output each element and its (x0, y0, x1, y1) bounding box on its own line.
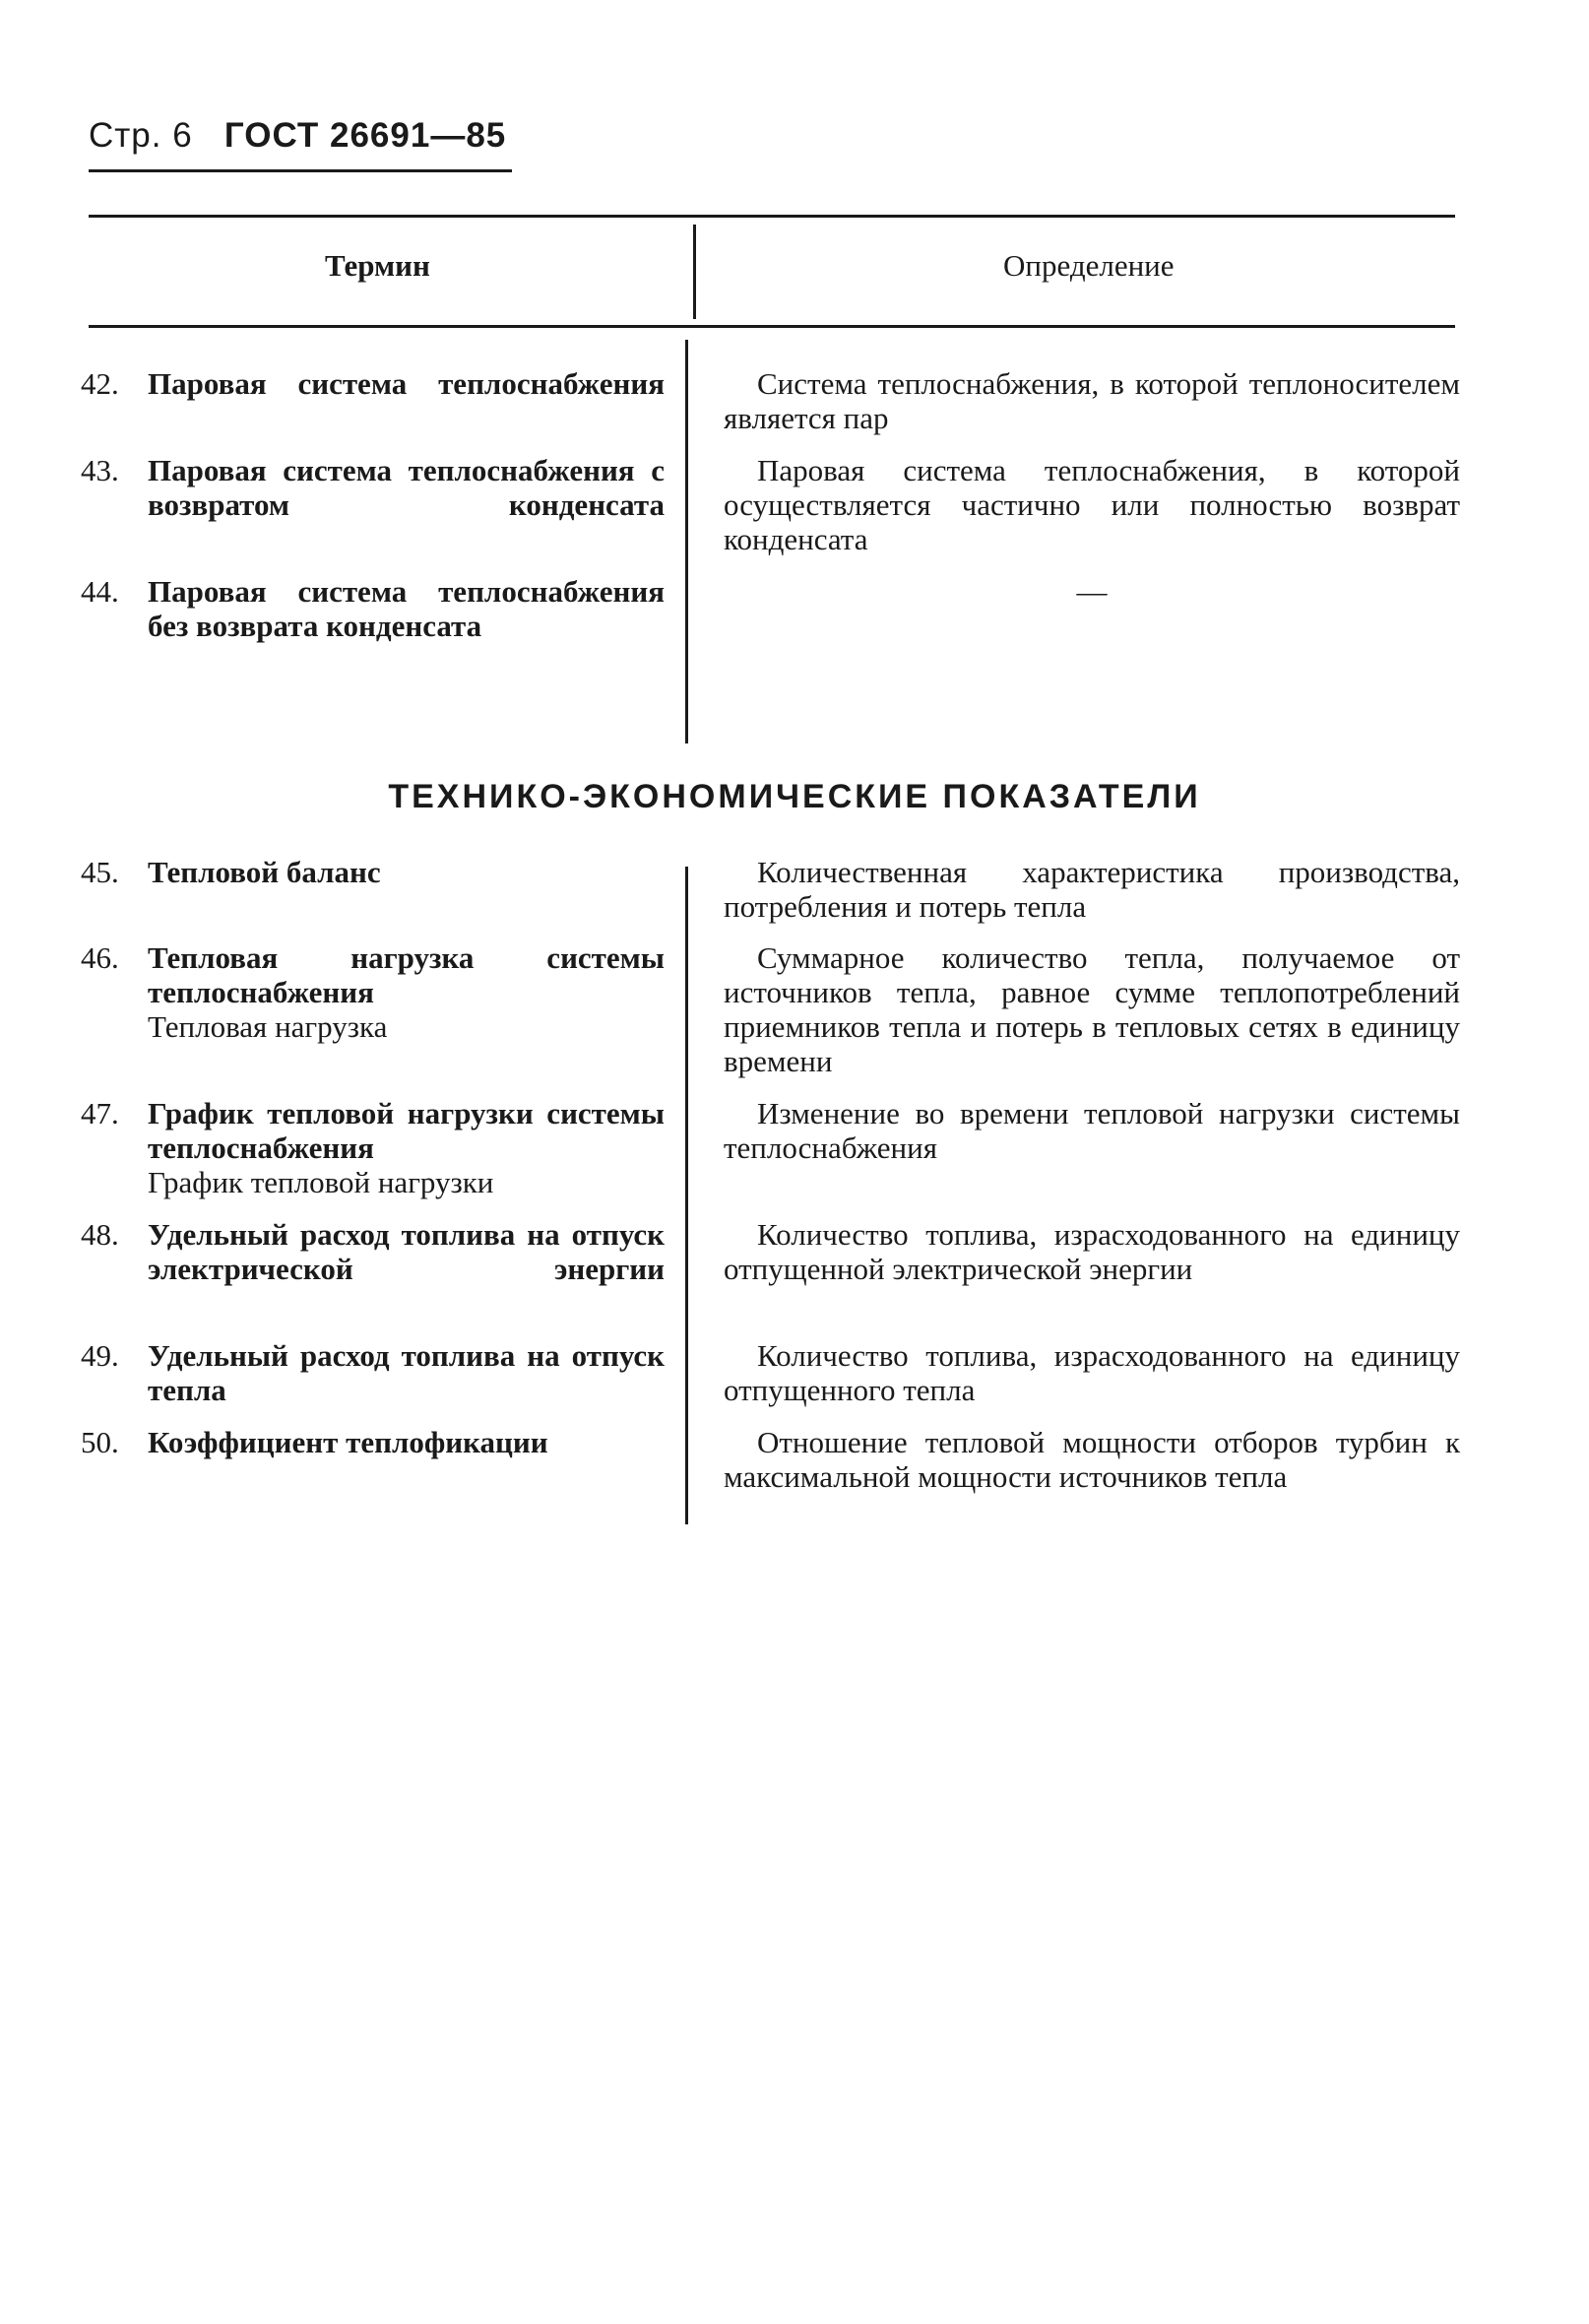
standard-code: ГОСТ 26691—85 (223, 116, 507, 155)
term: Удельный расход топлива на отпуск электрической энергии (148, 1217, 665, 1286)
term-number: 49. (81, 1338, 119, 1373)
page-header (89, 116, 506, 156)
term-synonym: График тепловой нагрузки (148, 1165, 494, 1199)
column-header-divider (693, 225, 696, 319)
table-top-rule (89, 215, 1455, 218)
definition: Паровая система теплоснабжения, в которой осуществляется частично или полностью возврат конденсата (724, 453, 1460, 556)
definition-dash: — (1076, 574, 1108, 609)
header-rule (89, 169, 512, 172)
term: Паровая система теплоснабжения без возврата конденсата (148, 574, 665, 643)
definition: Изменение во времени тепловой нагрузки системы теплоснабжения (724, 1096, 1460, 1165)
column-header-definition: Определение (1003, 248, 1175, 283)
definition: Количество топлива, израсходованного на единицу отпущенного тепла (724, 1338, 1460, 1407)
definition: Количественная характеристика производства, потребления и потерь тепла (724, 855, 1460, 924)
term-number: 42. (81, 366, 119, 401)
term: Удельный расход топлива на отпуск тепла (148, 1338, 665, 1407)
term-main: Тепловая нагрузка системы теплоснабжения (148, 940, 665, 1009)
term: Паровая система теплоснабжения с возвратом конденсата (148, 453, 665, 522)
term-number: 47. (81, 1096, 119, 1130)
term-number: 45. (81, 855, 119, 889)
term: Коэффициент теплофикации (148, 1425, 548, 1459)
definition: Система теплоснабжения, в которой теплоносителем является пар (724, 366, 1460, 435)
term-number: 48. (81, 1217, 119, 1252)
term: Тепловой баланс (148, 855, 381, 889)
definition: Суммарное количество тепла, получаемое от источников тепла, равное сумме теплопотреблений приемников тепла и потерь в тепловых сетях в единицу времени (724, 940, 1460, 1078)
column-divider (685, 867, 688, 1524)
term-number: 44. (81, 574, 119, 609)
term-number: 46. (81, 940, 119, 975)
term-synonym: Тепловая нагрузка (148, 1009, 388, 1044)
term-number: 43. (81, 453, 119, 487)
page-number: Стр. 6 (89, 116, 193, 155)
term (148, 940, 665, 1044)
term-number: 50. (81, 1425, 119, 1459)
definition: Отношение тепловой мощности отборов турбин к максимальной мощности источников тепла (724, 1425, 1460, 1494)
term: Паровая система теплоснабжения (148, 366, 665, 401)
term-main: График тепловой нагрузки системы теплоснабжения (148, 1096, 665, 1165)
section-title: ТЕХНИКО-ЭКОНОМИЧЕСКИЕ ПОКАЗАТЕЛИ (388, 778, 1201, 815)
definition: Количество топлива, израсходованного на единицу отпущенной электрической энергии (724, 1217, 1460, 1286)
column-divider (685, 340, 688, 743)
table-header-rule (89, 325, 1455, 328)
column-header-term: Термин (325, 248, 430, 283)
term (148, 1096, 665, 1199)
